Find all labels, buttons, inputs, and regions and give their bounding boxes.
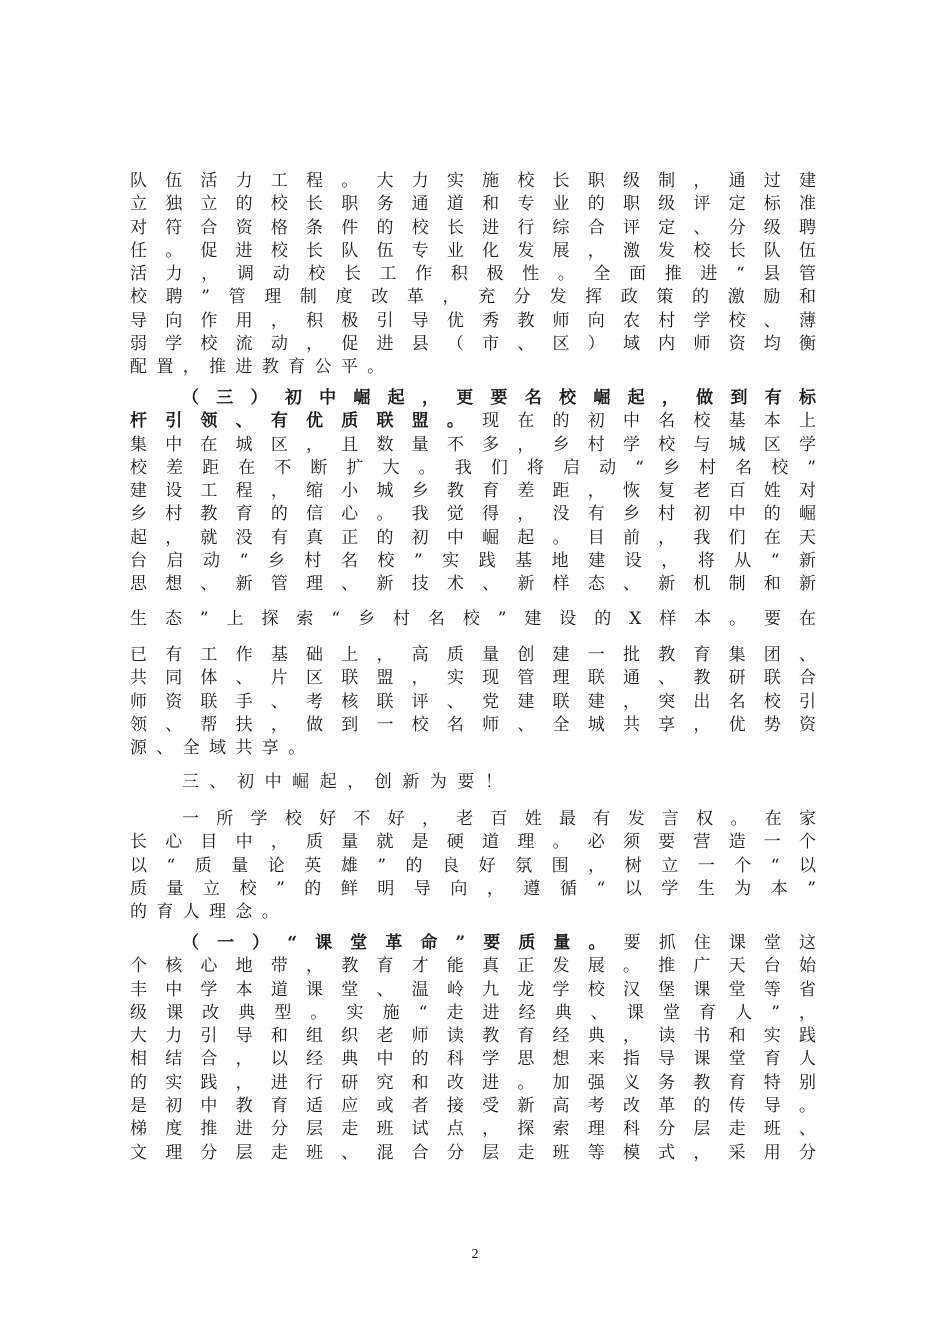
text-line: 立独立的校长职务通道和专业的职级评定标准 [130, 194, 816, 215]
text-line: 台启动“乡村名校”实践基地建设，将从“新 [130, 551, 816, 572]
text-span: 现在的初中名校基本上 [482, 411, 816, 432]
text-line: 乡村教育的信心。我觉得，没有乡村初中的崛 [130, 504, 816, 525]
text-line: 活力，调动校长工作积极性。全面推进“县管 [130, 264, 816, 285]
text-line: 师资联手、考核联评、党建联建，突出名校引 [130, 691, 816, 712]
text-line: 思想、新管理、新技术、新样态、新机制和新 [130, 574, 816, 595]
text-line: 弱学校流动，促进县（市、区）域内师资均衡 [130, 334, 816, 355]
text-line: 丰中学本道课堂、温岭九龙学校汉堡课堂等省 [130, 979, 816, 1000]
text-line: 队伍活力工程。大力实施校长职级制，通过建 [130, 171, 816, 191]
text-line: 源、全域共享。 [130, 738, 315, 759]
page-number: 2 [471, 1247, 479, 1262]
text-line: 以“质量论英雄”的良好氛围，树立一个“以 [130, 855, 816, 876]
paragraph-classroom-revolution [130, 932, 816, 1165]
text-line: 的育人理念。 [130, 902, 289, 923]
text-line: 长心目中，质量就是硬道理。必须要营造一个 [130, 832, 816, 853]
text-line: 校差距在不断扩大。我们将启动“乡村名校” [130, 457, 816, 478]
paragraph-famous-schools [130, 387, 816, 597]
text-line: 的实践，进行研究和改进。加强义务教育特别 [130, 1072, 816, 1093]
text-line: 建设工程，缩小城乡教育差距，恢复老百姓对 [130, 481, 816, 502]
text-line: 校聘”管理制度改革，充分发挥政策的激励和 [130, 287, 816, 308]
text-line: 一所学校好不好，老百姓最有发言权。在家 [182, 809, 816, 829]
text-line: 配置，推进教育公平。 [130, 357, 394, 378]
text-line: 梯度推进分层走班试点，探索理科分层走班、 [130, 1119, 816, 1140]
text-line: 导向作用，积极引导优秀教师向农村学校、薄 [130, 310, 816, 331]
text-line: 起，就没有真正的初中崛起。目前，我们在天 [130, 527, 816, 548]
text-line: 领、帮扶，做到一校名师、全城共享，优势资 [130, 714, 816, 735]
subheading-lead: 杆引领、有优质联盟。 [130, 411, 483, 432]
paragraph-education-groups [130, 644, 816, 760]
text-line: 质量立校”的鲜明导向，遵循“以学生为本” [130, 878, 816, 899]
text-line: 级课改典型。实施“走进经典、课堂育人”， [130, 1002, 816, 1023]
text-line: 共同体、片区联盟，实现管理联通、教研联合 [130, 668, 816, 689]
text-line: 大力引导和组织老师读教育经典，读书和实践 [130, 1026, 816, 1047]
paragraph-teacher-team [130, 170, 816, 380]
text-line-mixed [130, 932, 816, 955]
paragraph-rural-sample [130, 608, 816, 631]
paragraph-quality [130, 808, 816, 924]
text-line: 生态”上探索“乡村名校”建设的X样本。要在 [130, 609, 816, 629]
text-line: 集中在城区，且数量不多，乡村学校与城区学 [130, 434, 816, 455]
text-line-mixed [130, 410, 816, 433]
section-heading: 三、初中崛起，创新为要！ [182, 772, 513, 792]
text-line: 任。促进校长队伍专业化发展，激发校长队伍 [130, 240, 816, 261]
subheading-line: （三）初中崛起，更要名校崛起，做到有标 [182, 388, 816, 408]
text-line: 是初中教育适应或者接受新高考改革的传导。 [130, 1096, 816, 1117]
text-line: 相结合，以经典中的科学思想来指导课堂育人 [130, 1049, 816, 1070]
text-line: 文理分层走班、混合分层走班等模式，采用分 [130, 1142, 816, 1163]
text-line: 已有工作基础上，高质量创建一批教育集团、 [130, 645, 816, 665]
text-line: 个核心地带，教育才能真正发展。推广天台始 [130, 956, 816, 977]
text-span: 要抓住课堂这 [623, 933, 816, 953]
text-line: 对符合资格条件的校长进行综合评定、分级聘 [130, 217, 816, 238]
subheading-lead: （一）“课堂革命”要质量。 [182, 933, 624, 953]
